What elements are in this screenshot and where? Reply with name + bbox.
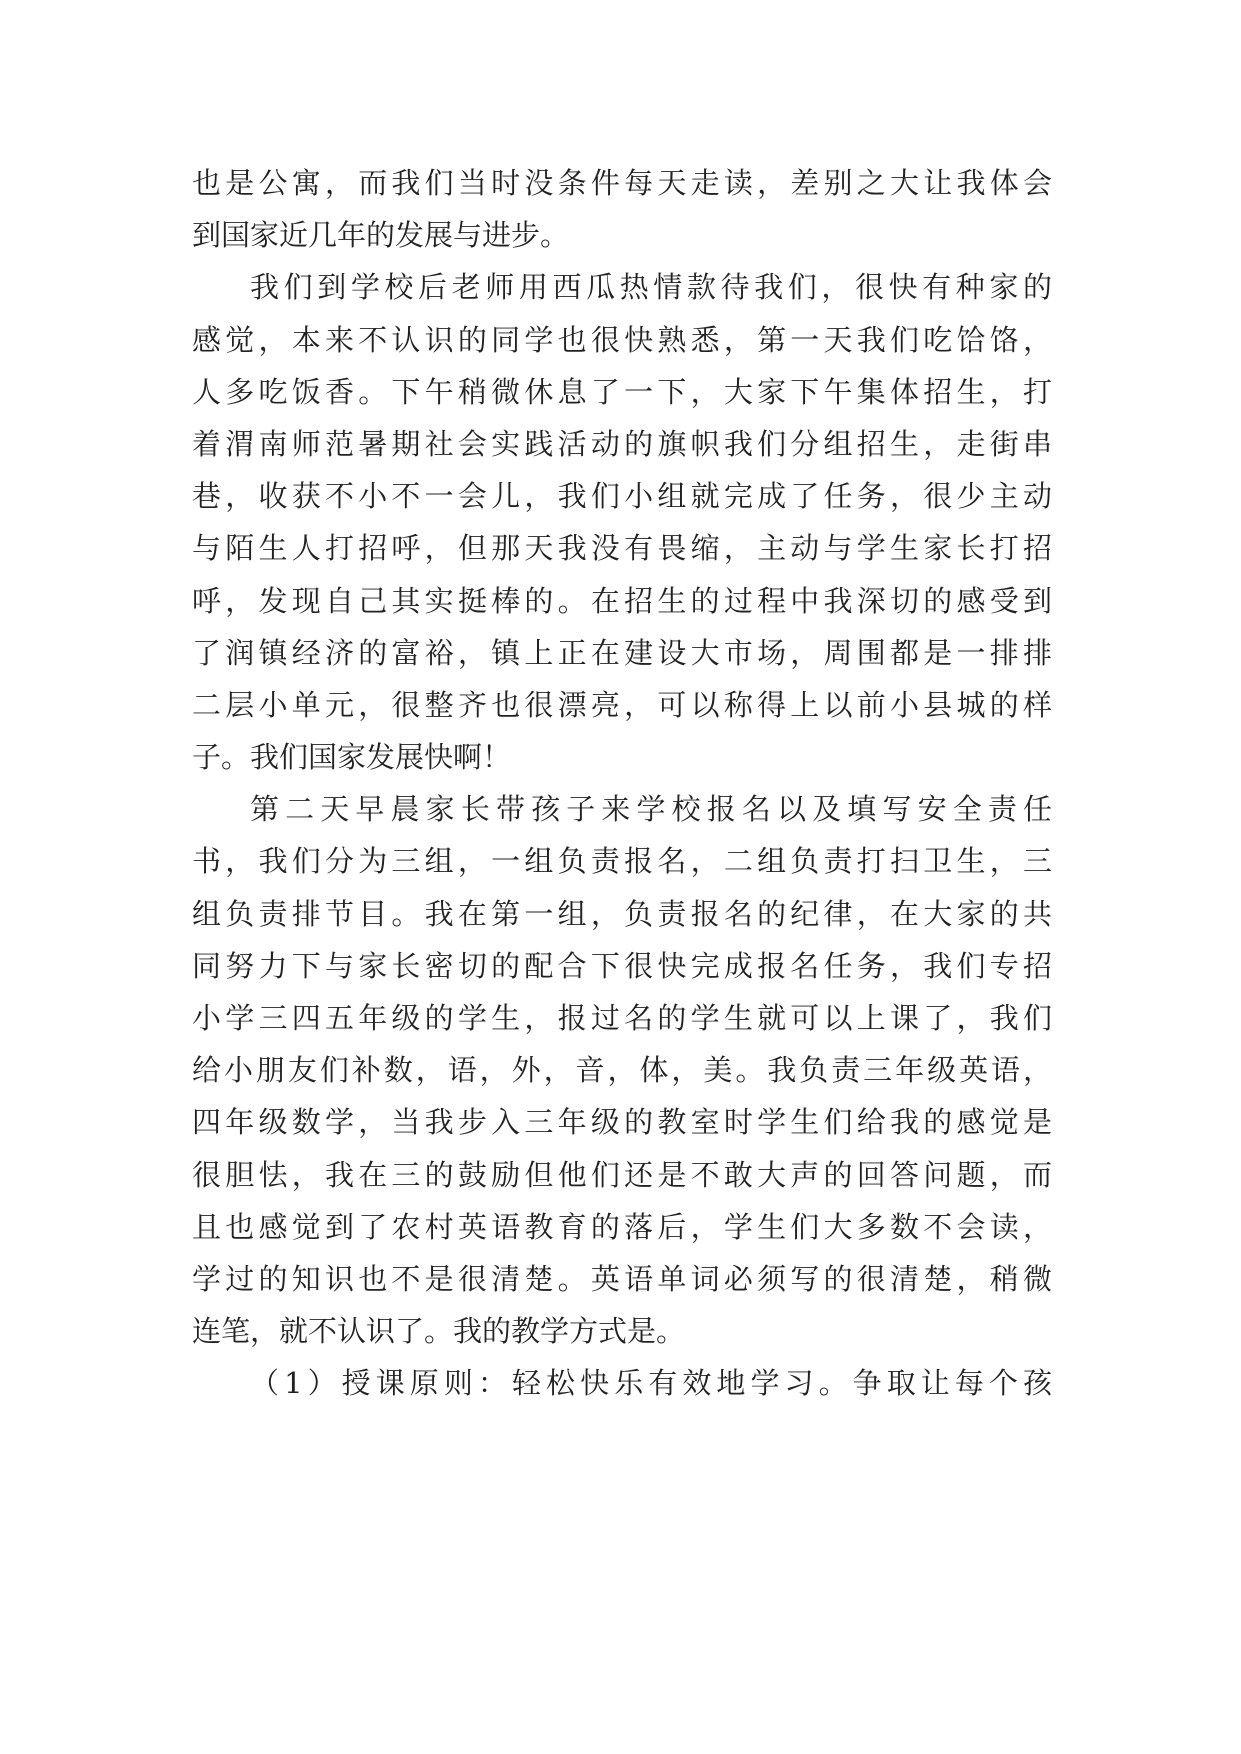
paragraph-first-line: 第二天早晨家长带孩子来学校报名以及填写安全责任 [250,792,1052,827]
text-line: 感觉，本来不认识的同学也很快熟悉，第一天我们吃饸饹， [192,322,1052,357]
text-line: 着渭南师范暑期社会实践活动的旗帜我们分组招生，走街串 [192,426,1052,461]
text-line: 组负责排节目。我在第一组，负责报名的纪律，在大家的共 [192,896,1052,931]
text-line: 同努力下与家长密切的配合下很快完成报名任务，我们专招 [192,948,1052,983]
text-line: 二层小单元，很整齐也很漂亮，可以称得上以前小县城的样 [192,687,1052,722]
text-line: 子。我们国家发展快啊！ [192,740,512,775]
text-line: 书，我们分为三组，一组负责报名，二组负责打扫卫生，三 [192,844,1052,879]
text-line: 学过的知识也不是很清楚。英语单词必须写的很清楚，稍微 [192,1261,1052,1296]
text-line: 很胆怯，我在三的鼓励但他们还是不敢大声的回答问题，而 [192,1157,1052,1192]
body-text [192,157,1052,1410]
text-line: 巷，收获不小不一会儿，我们小组就完成了任务，很少主动 [192,479,1052,514]
paragraph-first-line: 我们到学校后老师用西瓜热情款待我们，很快有种家的 [250,270,1052,305]
text-line: 人多吃饭香。下午稍微休息了一下，大家下午集体招生，打 [192,374,1052,409]
text-line: 给小朋友们补数，语，外，音，体，美。我负责三年级英语， [192,1053,1052,1088]
text-line: 四年级数学，当我步入三年级的教室时学生们给我的感觉是 [192,1105,1052,1140]
text-line: 与陌生人打招呼，但那天我没有畏缩，主动与学生家长打招 [192,531,1052,566]
text-line: 了润镇经济的富裕，镇上正在建设大市场，周围都是一排排 [192,635,1052,670]
text-line: 到国家近几年的发展与进步。 [192,218,570,253]
text-line: 且也感觉到了农村英语教育的落后，学生们大多数不会读， [192,1209,1052,1244]
list-item-first-line: （1）授课原则：轻松快乐有效地学习。争取让每个孩 [250,1366,1052,1401]
text-line: 小学三四五年级的学生，报过名的学生就可以上课了，我们 [192,1001,1052,1035]
text-line: 呼，发现自己其实挺棒的。在招生的过程中我深切的感受到 [192,583,1052,618]
text-line: 连笔，就不认识了。我的教学方式是。 [192,1314,686,1349]
text-line: 也是公寓，而我们当时没条件每天走读，差别之大让我体会 [192,166,1052,200]
